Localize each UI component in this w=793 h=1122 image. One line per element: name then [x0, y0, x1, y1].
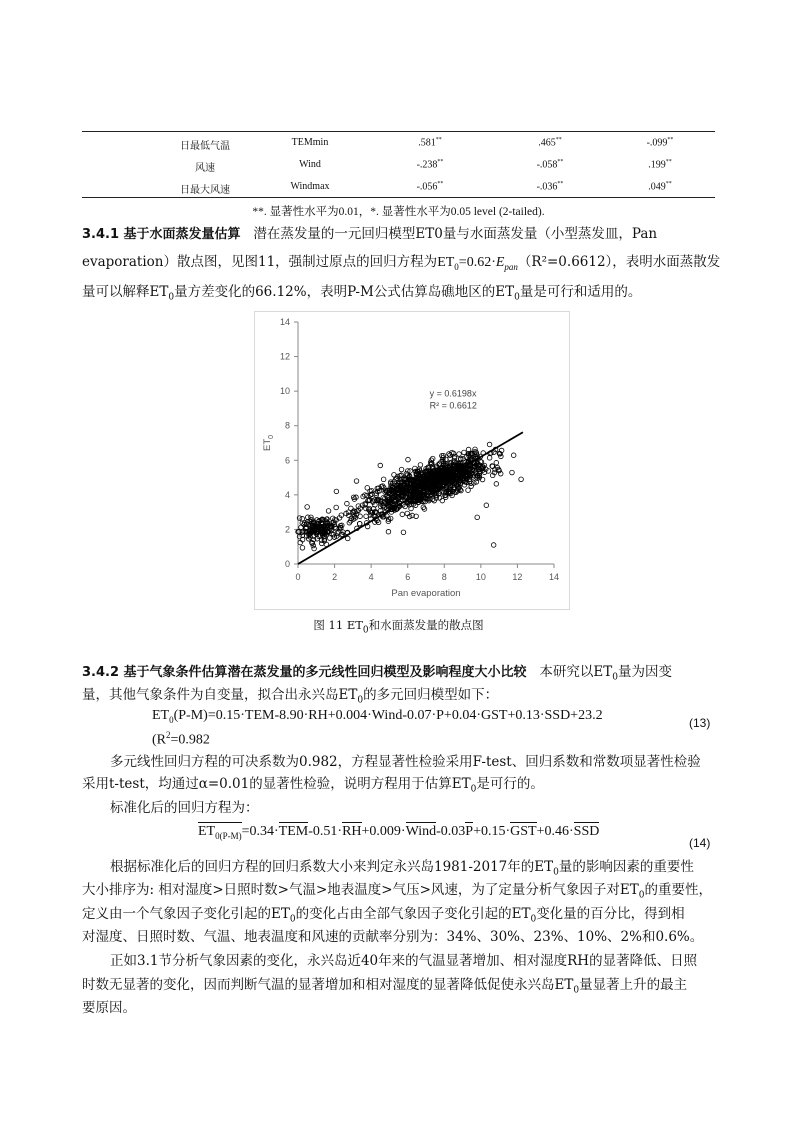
y-axis-label: $ET_0$ [262, 434, 275, 452]
data-point [354, 479, 359, 484]
var-code: Wind [299, 159, 321, 170]
x-tick-label: 6 [405, 572, 411, 582]
data-point [378, 463, 383, 468]
data-point [406, 457, 411, 462]
y-tick-label: 4 [284, 489, 290, 500]
section-3-4-1-line-1: 3.4.1 基于水面蒸发量估算 潜在蒸发量的一元回归模型ET0量与水面蒸发量（小型蒸发皿，Pan [82, 226, 658, 242]
para-2: 标准化后的回归方程为： [110, 800, 259, 816]
corr-value-1: -.238** [416, 159, 444, 171]
equation-13-number: (13) [689, 716, 711, 730]
data-point [457, 452, 462, 457]
data-point [510, 470, 515, 475]
section-heading: 3.4.1 基于水面蒸发量估算 [82, 227, 241, 242]
data-point [494, 482, 499, 487]
para-1-line-2: 采用t-test，均通过α=0.01的显著性检验，说明方程用于估算$ET_0$是可行的。 [82, 776, 544, 795]
para-3-line-4: 对湿度、日照时数、气温、地表温度和风速的贡献率分别为：34%、30%、23%、10%、2%和0.6%。 [82, 929, 704, 945]
y-tick-label: 8 [284, 420, 290, 431]
data-point [404, 471, 409, 476]
data-point [305, 505, 310, 510]
data-point [511, 453, 516, 458]
section-heading: 3.4.2 基于气象条件估算潜在蒸发量的多元线性回归模型及影响程度大小比较 [82, 665, 527, 680]
data-point [345, 501, 350, 506]
para-4-line-2: 时数无显著的变化，因而判断气温的显著增加和相对湿度的显著降低促使永兴岛$ET_0$量显著上升的最主 [82, 977, 688, 996]
data-point [326, 509, 331, 514]
para-3-line-3: 定义由一个气象因子变化引起的$ET_0$的变化占由全部气象因子变化引起的$ET_0$变化量的百分比，得到相 [82, 906, 685, 925]
scatter-points [296, 442, 524, 551]
y-tick-label: 2 [284, 524, 290, 535]
data-point [519, 477, 524, 482]
data-point [440, 498, 445, 503]
corr-value-2: -.036** [536, 181, 564, 193]
equation-14: $ET_{0(P-M)}=0.34\cdot TEM-0.51\cdot RH+0.009\cdot Wind-0.03P+0.15\cdot GST+0.46\cdot SSD$ [198, 824, 600, 841]
data-point [491, 543, 496, 548]
scatter-chart [254, 311, 570, 610]
data-point [494, 460, 499, 465]
data-point [399, 467, 404, 472]
data-point [334, 526, 339, 531]
data-point [386, 529, 391, 534]
corr-value-3: .049** [648, 181, 672, 193]
y-tick-label: 10 [279, 386, 290, 397]
var-name-cn: 日最大风速 [180, 185, 230, 196]
equation-13: $ET_0(P-M)=0.15\cdot TEM-8.90\cdot RH+0.004\cdot Wind-0.07\cdot P+0.04\cdot GST+0.13\cdot SSD+23.2$ [152, 708, 603, 725]
trend-line [298, 432, 523, 564]
x-tick-label: 8 [441, 572, 447, 582]
equation-13-r2: ($R^2=0.982$ [152, 730, 210, 748]
data-point [405, 511, 410, 516]
x-tick-label: 10 [475, 572, 486, 582]
data-point [475, 515, 480, 520]
var-code: Windmax [290, 181, 330, 192]
trendline-annotation: R² = 0.6612 [429, 400, 477, 411]
data-point [462, 450, 467, 455]
data-point [300, 516, 305, 521]
table-top-rule [82, 131, 715, 132]
corr-value-1: -.056** [416, 181, 444, 193]
section-3-4-2-line-2: 量，其他气象条件为自变量，拟合出永兴岛$ET_0$的多元回归模型如下： [82, 687, 499, 706]
data-point [401, 530, 406, 535]
data-point [484, 503, 489, 508]
data-point [358, 514, 363, 519]
data-point [299, 525, 304, 530]
x-axis-label: Pan evaporation [391, 588, 461, 599]
para-1-line-1: 多元线性回归方程的可决系数为0.982，方程显著性检验采用F-test、回归系数和常数项显著性检验 [110, 754, 701, 770]
data-point [466, 488, 471, 493]
y-tick-label: 14 [279, 317, 290, 327]
data-point [381, 477, 386, 482]
data-point [345, 536, 350, 541]
x-tick-label: 14 [548, 572, 560, 582]
data-point [400, 512, 405, 517]
corr-value-2: -.058** [536, 159, 564, 171]
para-3-line-1: 根据标准化后的回归方程的回归系数大小来判定永兴岛1981-2017年的$ET_0$量的影响因素的重要性 [110, 859, 694, 878]
data-point [334, 505, 339, 510]
data-point [364, 514, 369, 519]
x-tick-label: 12 [512, 572, 523, 582]
equation-14-number: (14) [689, 836, 711, 850]
table-bottom-rule [82, 197, 715, 198]
section-3-4-1-line-2: evaporation）散点图，见图11，强制过原点的回归方程为$ET_0=0.62\cdot E_{pan}(R^2=0.6612)$，表明水面蒸散发 [82, 254, 721, 272]
figure-caption: 图 11 $ET_0$和水面蒸发量的散点图 [313, 618, 484, 636]
data-point [487, 442, 492, 447]
x-tick-label: 2 [332, 572, 338, 582]
data-point [365, 486, 370, 491]
section-3-4-1-line-3: 量可以解释$ET_0$量方差变化的66.12%，表明P-M公式估算岛礁地区的$ET_0$量是可行和适用的。 [82, 284, 642, 303]
var-name-cn: 日最低气温 [180, 141, 230, 152]
table-footnote: **. 显著性水平为0.01，*. 显著性水平为0.05 level (2-tailed). [252, 206, 545, 218]
var-code: TEMmin [291, 137, 329, 148]
data-point [357, 521, 362, 526]
data-point [413, 466, 418, 471]
corr-value-2: .465** [538, 137, 562, 149]
y-tick-label: 6 [284, 455, 290, 466]
corr-value-3: -.099** [646, 137, 674, 149]
scatter-plot-svg [255, 312, 569, 609]
corr-value-3: .199** [648, 159, 672, 171]
trendline-annotation: y = 0.6198x [429, 388, 477, 399]
var-name-cn: 风速 [195, 163, 215, 174]
data-point [312, 546, 317, 551]
y-tick-label: 12 [279, 351, 290, 362]
data-point [300, 546, 305, 551]
para-4-line-3: 要原因。 [82, 1000, 136, 1016]
para-3-line-2: 大小排序为: 相对湿度>日照时数>气温>地表温度>气压>风速，为了定量分析气象因子对$ET_0$的重要性， [82, 882, 712, 901]
para-4-line-1: 正如3.1节分析气象因素的变化，永兴岛近40年来的气温显著增加、相对湿度RH的显著降低、日照 [110, 953, 698, 969]
x-tick-label: 0 [295, 572, 301, 582]
data-point [298, 540, 303, 545]
corr-value-1: .581** [418, 137, 442, 149]
y-tick-label: 0 [284, 559, 290, 569]
section-3-4-2-line-1: 3.4.2 基于气象条件估算潜在蒸发量的多元线性回归模型及影响程度大小比较 本研究以$ET_0$量为因变 [82, 664, 673, 683]
x-tick-label: 4 [368, 572, 374, 582]
data-point [487, 456, 492, 461]
data-point [334, 489, 339, 494]
